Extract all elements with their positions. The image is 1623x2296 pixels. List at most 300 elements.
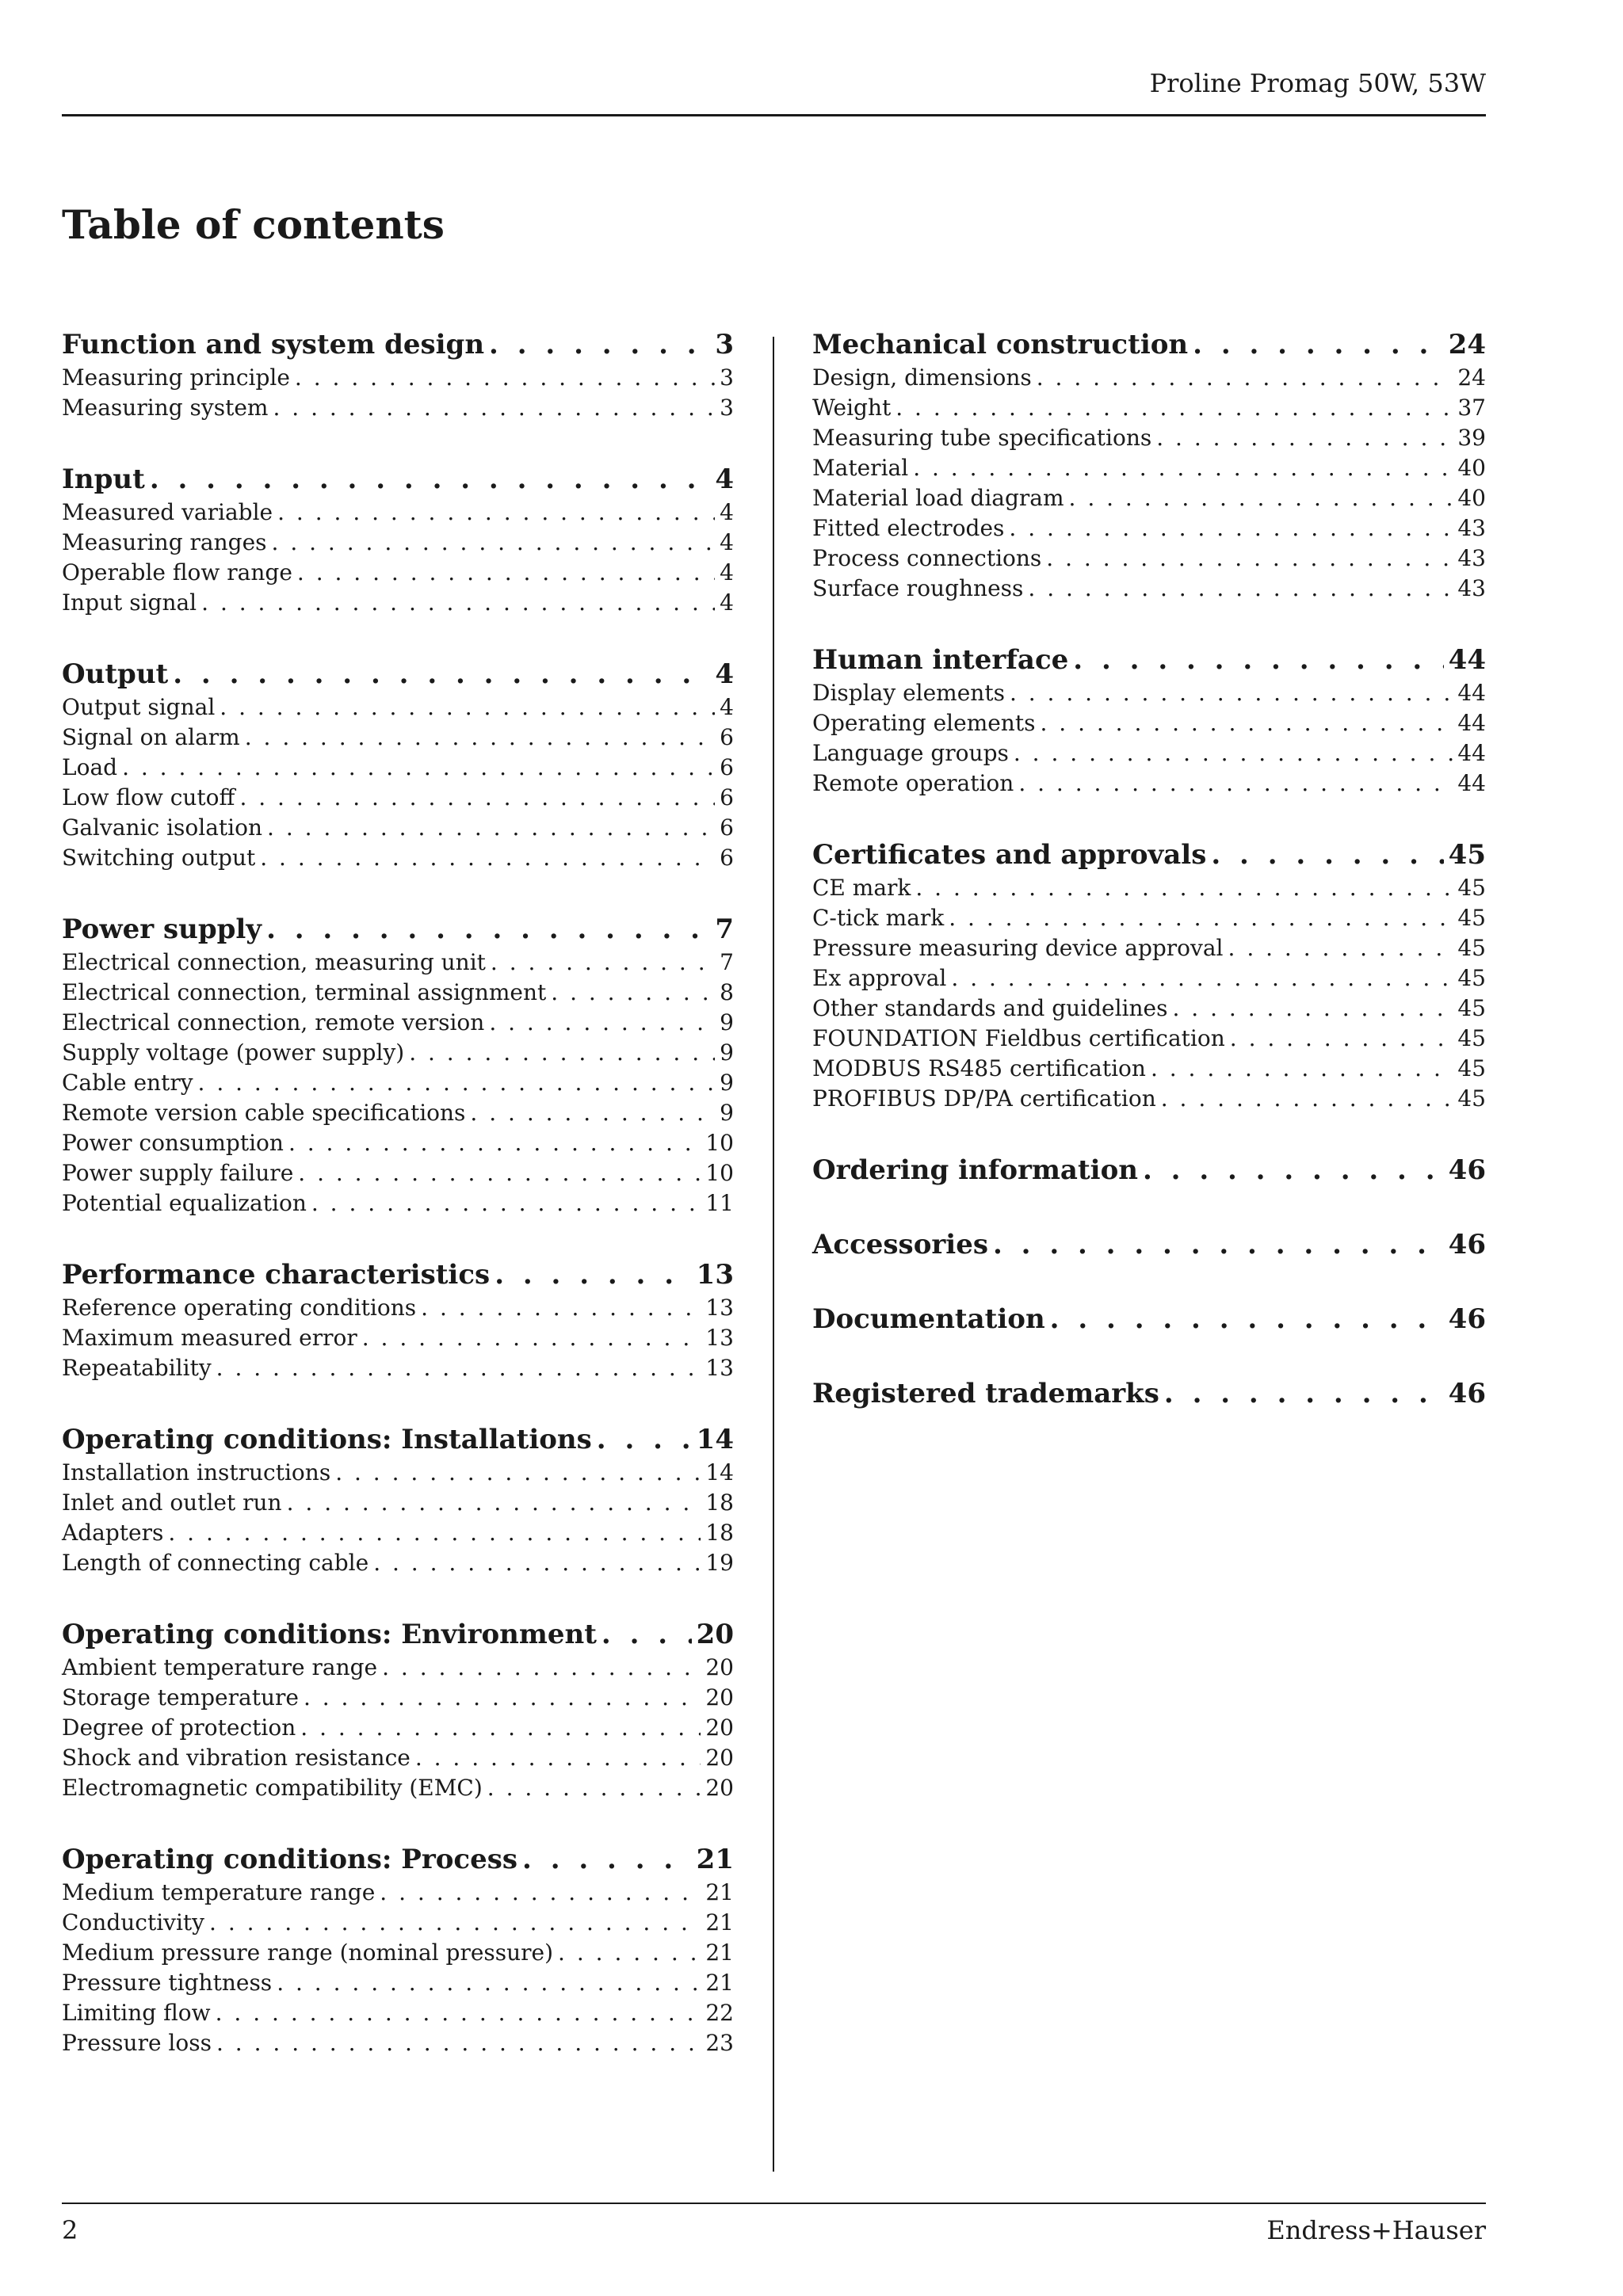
toc-section xyxy=(812,643,1486,799)
toc-entry[interactable] xyxy=(62,753,734,783)
toc-heading-page: 45 xyxy=(1448,839,1486,871)
toc-leader-dots xyxy=(382,1653,701,1683)
toc-entry[interactable] xyxy=(62,1908,734,1938)
toc-entry[interactable] xyxy=(812,1084,1486,1114)
toc-leader-dots xyxy=(297,558,715,588)
toc-entry-page: 40 xyxy=(1457,455,1486,481)
toc-entry-label: Adapters xyxy=(62,1520,164,1546)
toc-entry[interactable] xyxy=(812,769,1486,799)
toc-leader-dots xyxy=(489,1008,715,1038)
toc-leader-dots xyxy=(915,873,1453,903)
footer-page-number: 2 xyxy=(62,2215,78,2245)
toc-heading-title: Registered trademarks xyxy=(812,1378,1159,1409)
toc-section xyxy=(812,1302,1486,1337)
column-divider xyxy=(773,337,774,2172)
toc-entry[interactable] xyxy=(812,708,1486,738)
toc-entry-page: 44 xyxy=(1457,710,1486,736)
toc-heading-title: Operating conditions: Installations xyxy=(62,1424,592,1455)
toc-entry[interactable] xyxy=(62,978,734,1008)
toc-entry-page: 6 xyxy=(720,784,734,810)
toc-entry-page: 45 xyxy=(1457,965,1486,991)
toc-section-heading[interactable] xyxy=(62,657,734,692)
toc-entry-label: Reference operating conditions xyxy=(62,1295,417,1321)
toc-entry-label: Conductivity xyxy=(62,1909,205,1936)
toc-leader-dots xyxy=(267,813,715,843)
toc-leader-dots xyxy=(1028,574,1453,604)
toc-entry-label: Output signal xyxy=(62,694,216,720)
toc-entry[interactable] xyxy=(812,994,1486,1024)
toc-entry-label: Storage temperature xyxy=(62,1684,299,1711)
toc-entry[interactable] xyxy=(812,933,1486,963)
toc-section-heading[interactable] xyxy=(812,1376,1486,1412)
toc-heading-title: Operating conditions: Process xyxy=(62,1844,518,1875)
toc-section xyxy=(812,1153,1486,1188)
toc-entry-label: Medium temperature range xyxy=(62,1879,376,1905)
toc-heading-page: 3 xyxy=(715,329,734,360)
toc-entry-label: Electrical connection, remote version xyxy=(62,1009,485,1035)
toc-leader-dots xyxy=(362,1323,701,1353)
toc-leader-dots xyxy=(913,453,1453,483)
toc-entry[interactable] xyxy=(62,1683,734,1713)
toc-entry[interactable] xyxy=(812,574,1486,604)
toc-entry-label: Low flow cutoff xyxy=(62,784,235,810)
toc-entry-page: 10 xyxy=(705,1160,734,1186)
toc-entry-label: Other standards and guidelines xyxy=(812,995,1168,1021)
toc-entry-page: 45 xyxy=(1457,905,1486,931)
toc-heading-title: Operating conditions: Environment xyxy=(62,1619,597,1650)
toc-entry-label: Measuring tube specifications xyxy=(812,425,1152,451)
toc-leader-dots xyxy=(272,528,716,558)
header-title: Proline Promag 50W, 53W xyxy=(1149,68,1486,98)
toc-entry-label: Power consumption xyxy=(62,1130,284,1156)
toc-section-heading[interactable] xyxy=(62,327,734,363)
toc-entry-label: Signal on alarm xyxy=(62,724,240,750)
toc-entry-page: 4 xyxy=(720,529,734,555)
toc-entry-page: 4 xyxy=(720,694,734,720)
toc-entry-page: 45 xyxy=(1457,1085,1486,1112)
toc-entry-label: Measuring principle xyxy=(62,364,290,391)
toc-entry[interactable] xyxy=(62,723,734,753)
toc-leader-dots xyxy=(335,1458,701,1488)
toc-entry-page: 4 xyxy=(720,499,734,525)
toc-entry-label: Weight xyxy=(812,395,892,421)
toc-entry[interactable] xyxy=(812,363,1486,393)
toc-entry[interactable] xyxy=(62,948,734,978)
toc-entry[interactable] xyxy=(812,453,1486,483)
toc-entry-page: 6 xyxy=(720,814,734,841)
toc-entry[interactable] xyxy=(62,1293,734,1323)
toc-entry-page: 43 xyxy=(1457,545,1486,571)
toc-entry[interactable] xyxy=(62,843,734,873)
toc-entry-label: C-tick mark xyxy=(812,905,945,931)
toc-entry-page: 18 xyxy=(705,1489,734,1516)
toc-entry-label: Fitted electrodes xyxy=(812,515,1005,541)
toc-entry[interactable] xyxy=(812,738,1486,769)
toc-entry[interactable] xyxy=(62,588,734,618)
toc-heading-page: 24 xyxy=(1448,329,1486,360)
toc-entry-label: Remote operation xyxy=(812,770,1014,796)
toc-heading-page: 44 xyxy=(1448,644,1486,676)
toc-leader-dots xyxy=(1014,738,1453,769)
toc-entry-label: Material xyxy=(812,455,909,481)
toc-leader-dots xyxy=(295,363,715,393)
toc-heading-title: Mechanical construction xyxy=(812,329,1189,360)
toc-section xyxy=(62,1257,734,1383)
toc-leader-dots xyxy=(298,1158,701,1188)
toc-entry-page: 9 xyxy=(720,1009,734,1035)
toc-entry-label: Input signal xyxy=(62,589,197,616)
toc-entry[interactable] xyxy=(62,1938,734,1968)
toc-entry[interactable] xyxy=(62,1998,734,2028)
toc-entry[interactable] xyxy=(62,1068,734,1098)
toc-section-heading[interactable] xyxy=(812,327,1486,363)
toc-entry[interactable] xyxy=(62,1773,734,1803)
toc-leader-dots xyxy=(245,723,715,753)
toc-entry-page: 13 xyxy=(705,1325,734,1351)
toc-section-heading[interactable] xyxy=(62,1422,734,1458)
toc-entry-label: Design, dimensions xyxy=(812,364,1032,391)
toc-leader-dots xyxy=(491,948,715,978)
toc-entry-page: 9 xyxy=(720,1039,734,1066)
toc-heading-title: Output xyxy=(62,658,169,690)
toc-entry-label: Pressure tightness xyxy=(62,1970,273,1996)
toc-entry-label: Maximum measured error xyxy=(62,1325,357,1351)
toc-entry-page: 18 xyxy=(705,1520,734,1546)
toc-entry-page: 13 xyxy=(705,1295,734,1321)
toc-heading-title: Power supply xyxy=(62,913,262,945)
toc-entry-page: 3 xyxy=(720,395,734,421)
toc-leader-dots xyxy=(1230,1024,1453,1054)
toc-entry-page: 45 xyxy=(1457,1025,1486,1051)
toc-entry-label: Operable flow range xyxy=(62,559,292,585)
toc-leader-dots xyxy=(1193,327,1444,363)
toc-leader-dots xyxy=(415,1743,701,1773)
toc-entry-label: Measured variable xyxy=(62,499,273,525)
toc-section xyxy=(812,837,1486,1114)
toc-section xyxy=(812,1376,1486,1412)
toc-right-column xyxy=(812,327,1486,1451)
toc-leader-dots xyxy=(1009,513,1453,543)
toc-leader-dots xyxy=(239,783,715,813)
toc-leader-dots xyxy=(495,1257,691,1293)
toc-entry[interactable] xyxy=(62,1353,734,1383)
toc-leader-dots xyxy=(1151,1054,1453,1084)
toc-leader-dots xyxy=(304,1683,701,1713)
toc-entry-page: 22 xyxy=(705,2000,734,2026)
toc-leader-dots xyxy=(277,498,715,528)
toc-entry[interactable] xyxy=(62,1713,734,1743)
toc-leader-dots xyxy=(198,1068,716,1098)
toc-leader-dots xyxy=(216,2028,701,2058)
toc-leader-dots xyxy=(421,1293,701,1323)
toc-entry-page: 45 xyxy=(1457,1055,1486,1081)
toc-heading-page: 13 xyxy=(696,1259,734,1291)
toc-entry-page: 9 xyxy=(720,1070,734,1096)
toc-entry-page: 8 xyxy=(720,979,734,1005)
toc-leader-dots xyxy=(1228,933,1453,963)
toc-entry-page: 7 xyxy=(720,949,734,975)
toc-leader-dots xyxy=(1046,543,1453,574)
toc-leader-dots xyxy=(951,963,1453,994)
toc-entry[interactable] xyxy=(812,393,1486,423)
toc-leader-dots xyxy=(216,1998,701,2028)
toc-entry-label: Measuring ranges xyxy=(62,529,267,555)
toc-leader-dots xyxy=(201,588,715,618)
toc-heading-page: 4 xyxy=(715,658,734,690)
toc-entry-label: Ex approval xyxy=(812,965,947,991)
toc-entry-label: Display elements xyxy=(812,680,1005,706)
toc-entry-page: 43 xyxy=(1457,575,1486,601)
toc-entry-label: PROFIBUS DP/PA certification xyxy=(812,1085,1156,1112)
toc-entry-page: 37 xyxy=(1457,395,1486,421)
toc-leader-dots xyxy=(522,1842,692,1878)
toc-leader-dots xyxy=(1069,483,1453,513)
toc-section-heading[interactable] xyxy=(812,643,1486,678)
toc-entry-page: 24 xyxy=(1457,364,1486,391)
toc-leader-dots xyxy=(311,1188,701,1219)
toc-leader-dots xyxy=(558,1938,701,1968)
toc-leader-dots xyxy=(1172,994,1453,1024)
toc-entry[interactable] xyxy=(62,1038,734,1068)
toc-entry[interactable] xyxy=(62,1743,734,1773)
toc-entry[interactable] xyxy=(62,783,734,813)
toc-entry-page: 44 xyxy=(1457,680,1486,706)
toc-entry[interactable] xyxy=(62,1158,734,1188)
toc-entry[interactable] xyxy=(812,873,1486,903)
toc-leader-dots xyxy=(209,1908,701,1938)
toc-entry-page: 39 xyxy=(1457,425,1486,451)
toc-entry-page: 9 xyxy=(720,1100,734,1126)
toc-entry[interactable] xyxy=(62,558,734,588)
toc-entry-page: 6 xyxy=(720,754,734,780)
toc-heading-title: Ordering information xyxy=(812,1154,1138,1186)
toc-section xyxy=(62,462,734,618)
toc-heading-page: 46 xyxy=(1448,1303,1486,1335)
toc-leader-dots xyxy=(373,1548,701,1578)
toc-entry-label: Electrical connection, terminal assignment xyxy=(62,979,547,1005)
toc-entry[interactable] xyxy=(62,1488,734,1518)
toc-leader-dots xyxy=(288,1128,701,1158)
toc-entry-page: 20 xyxy=(705,1775,734,1801)
toc-section-heading[interactable] xyxy=(62,1842,734,1878)
toc-section-heading[interactable] xyxy=(62,1617,734,1653)
toc-leader-dots xyxy=(260,843,715,873)
toc-entry-label: Operating elements xyxy=(812,710,1036,736)
toc-entry-label: Installation instructions xyxy=(62,1459,331,1486)
toc-entry-label: Limiting flow xyxy=(62,2000,211,2026)
toc-heading-page: 46 xyxy=(1448,1378,1486,1409)
toc-leader-dots xyxy=(551,978,715,1008)
toc-section xyxy=(62,1842,734,2058)
toc-entry-page: 4 xyxy=(720,559,734,585)
toc-entry[interactable] xyxy=(812,423,1486,453)
toc-entry-page: 11 xyxy=(705,1190,734,1216)
toc-heading-page: 21 xyxy=(696,1844,734,1875)
toc-entry[interactable] xyxy=(812,513,1486,543)
toc-heading-title: Performance characteristics xyxy=(62,1259,491,1291)
toc-entry-page: 45 xyxy=(1457,875,1486,901)
toc-heading-page: 46 xyxy=(1448,1154,1486,1186)
toc-left-column xyxy=(62,327,734,2097)
toc-heading-title: Documentation xyxy=(812,1303,1045,1335)
toc-leader-dots xyxy=(409,1038,715,1068)
toc-entry-label: FOUNDATION Fieldbus certification xyxy=(812,1025,1225,1051)
toc-leader-dots xyxy=(150,462,711,498)
toc-entry-page: 6 xyxy=(720,724,734,750)
toc-leader-dots xyxy=(470,1098,715,1128)
toc-entry[interactable] xyxy=(62,692,734,723)
toc-entry-label: Potential equalization xyxy=(62,1190,307,1216)
toc-leader-dots xyxy=(216,1353,701,1383)
toc-leader-dots xyxy=(220,692,715,723)
toc-entry-label: Surface roughness xyxy=(812,575,1024,601)
page-title: Table of contents xyxy=(62,201,445,248)
toc-entry-page: 23 xyxy=(705,2030,734,2056)
toc-entry-label: Supply voltage (power supply) xyxy=(62,1039,405,1066)
toc-heading-title: Certificates and approvals xyxy=(812,839,1207,871)
toc-entry[interactable] xyxy=(62,1188,734,1219)
toc-leader-dots xyxy=(1211,837,1443,873)
toc-entry[interactable] xyxy=(62,2028,734,2058)
header-rule xyxy=(62,114,1486,116)
toc-entry[interactable] xyxy=(62,498,734,528)
toc-entry-label: Process connections xyxy=(812,545,1042,571)
toc-section-heading[interactable] xyxy=(62,462,734,498)
toc-leader-dots xyxy=(173,657,710,692)
toc-entry[interactable] xyxy=(62,813,734,843)
toc-section xyxy=(62,327,734,423)
toc-leader-dots xyxy=(277,1968,701,1998)
toc-entry[interactable] xyxy=(62,1008,734,1038)
toc-entry[interactable] xyxy=(62,1098,734,1128)
toc-entry-label: Pressure loss xyxy=(62,2030,212,2056)
toc-entry[interactable] xyxy=(812,678,1486,708)
toc-entry[interactable] xyxy=(62,1323,734,1353)
toc-entry[interactable] xyxy=(812,1024,1486,1054)
toc-leader-dots xyxy=(896,393,1453,423)
toc-entry-label: Electrical connection, measuring unit xyxy=(62,949,486,975)
toc-entry[interactable] xyxy=(62,1128,734,1158)
toc-entry-page: 20 xyxy=(705,1714,734,1741)
toc-leader-dots xyxy=(487,1773,701,1803)
toc-entry-label: Length of connecting cable xyxy=(62,1550,369,1576)
toc-entry-page: 20 xyxy=(705,1684,734,1711)
toc-heading-title: Input xyxy=(62,463,145,495)
toc-leader-dots xyxy=(1037,363,1453,393)
toc-section-heading[interactable] xyxy=(62,912,734,948)
toc-entry[interactable] xyxy=(62,1968,734,1998)
toc-leader-dots xyxy=(1143,1153,1444,1188)
toc-entry-page: 19 xyxy=(705,1550,734,1576)
toc-heading-page: 14 xyxy=(696,1424,734,1455)
toc-entry-label: Medium pressure range (nominal pressure) xyxy=(62,1939,554,1966)
toc-leader-dots xyxy=(1164,1376,1444,1412)
toc-entry-page: 44 xyxy=(1457,770,1486,796)
toc-entry-page: 21 xyxy=(705,1970,734,1996)
toc-entry-label: Ambient temperature range xyxy=(62,1654,378,1680)
toc-entry-label: Switching output xyxy=(62,845,256,871)
toc-entry[interactable] xyxy=(812,543,1486,574)
toc-entry-page: 21 xyxy=(705,1939,734,1966)
toc-entry-page: 45 xyxy=(1457,995,1486,1021)
toc-entry-label: Inlet and outlet run xyxy=(62,1489,282,1516)
toc-section-heading[interactable] xyxy=(812,1302,1486,1337)
toc-entry-page: 6 xyxy=(720,845,734,871)
toc-entry-label: Shock and vibration resistance xyxy=(62,1745,411,1771)
toc-entry-label: CE mark xyxy=(812,875,911,901)
toc-section-heading[interactable] xyxy=(812,1153,1486,1188)
toc-entry-label: Galvanic isolation xyxy=(62,814,263,841)
toc-section-heading[interactable] xyxy=(62,1257,734,1293)
toc-entry-page: 21 xyxy=(705,1909,734,1936)
toc-entry-page: 20 xyxy=(705,1654,734,1680)
toc-entry[interactable] xyxy=(62,1518,734,1548)
toc-heading-title: Accessories xyxy=(812,1229,988,1261)
toc-leader-dots xyxy=(1040,708,1453,738)
toc-leader-dots xyxy=(1010,678,1453,708)
toc-leader-dots xyxy=(300,1713,701,1743)
toc-entry-label: Measuring system xyxy=(62,395,269,421)
toc-entry-page: 20 xyxy=(705,1745,734,1771)
toc-entry[interactable] xyxy=(812,483,1486,513)
toc-section xyxy=(62,912,734,1219)
toc-entry[interactable] xyxy=(62,1458,734,1488)
toc-entry-page: 13 xyxy=(705,1355,734,1381)
toc-section xyxy=(62,1617,734,1803)
toc-entry[interactable] xyxy=(812,1054,1486,1084)
toc-entry-label: Remote version cable specifications xyxy=(62,1100,466,1126)
toc-entry[interactable] xyxy=(62,1653,734,1683)
toc-entry[interactable] xyxy=(62,528,734,558)
toc-leader-dots xyxy=(1161,1084,1453,1114)
toc-entry-label: MODBUS RS485 certification xyxy=(812,1055,1146,1081)
toc-entry[interactable] xyxy=(62,1548,734,1578)
toc-section-heading[interactable] xyxy=(812,837,1486,873)
toc-leader-dots xyxy=(122,753,715,783)
toc-leader-dots xyxy=(601,1617,692,1653)
toc-entry-label: Cable entry xyxy=(62,1070,193,1096)
toc-leader-dots xyxy=(1018,769,1453,799)
toc-entry-page: 40 xyxy=(1457,485,1486,511)
footer-brand: Endress+Hauser xyxy=(1266,2215,1486,2245)
toc-entry-page: 45 xyxy=(1457,935,1486,961)
toc-entry[interactable] xyxy=(62,363,734,393)
footer-rule xyxy=(62,2203,1486,2204)
toc-leader-dots xyxy=(1050,1302,1444,1337)
toc-entry[interactable] xyxy=(812,963,1486,994)
toc-heading-page: 46 xyxy=(1448,1229,1486,1261)
toc-heading-page: 7 xyxy=(715,913,734,945)
toc-section-heading[interactable] xyxy=(812,1227,1486,1263)
toc-entry-label: Material load diagram xyxy=(812,485,1064,511)
toc-leader-dots xyxy=(489,327,710,363)
toc-entry[interactable] xyxy=(62,393,734,423)
toc-entry-page: 4 xyxy=(720,589,734,616)
toc-entry-label: Degree of protection xyxy=(62,1714,296,1741)
toc-entry[interactable] xyxy=(812,903,1486,933)
toc-entry-page: 21 xyxy=(705,1879,734,1905)
toc-entry-label: Load xyxy=(62,754,118,780)
toc-leader-dots xyxy=(949,903,1453,933)
toc-entry-label: Pressure measuring device approval xyxy=(812,935,1224,961)
toc-entry-page: 43 xyxy=(1457,515,1486,541)
toc-heading-title: Function and system design xyxy=(62,329,485,360)
toc-entry-page: 14 xyxy=(705,1459,734,1486)
toc-heading-page: 20 xyxy=(696,1619,734,1650)
toc-leader-dots xyxy=(168,1518,701,1548)
toc-entry[interactable] xyxy=(62,1878,734,1908)
toc-entry-page: 3 xyxy=(720,364,734,391)
